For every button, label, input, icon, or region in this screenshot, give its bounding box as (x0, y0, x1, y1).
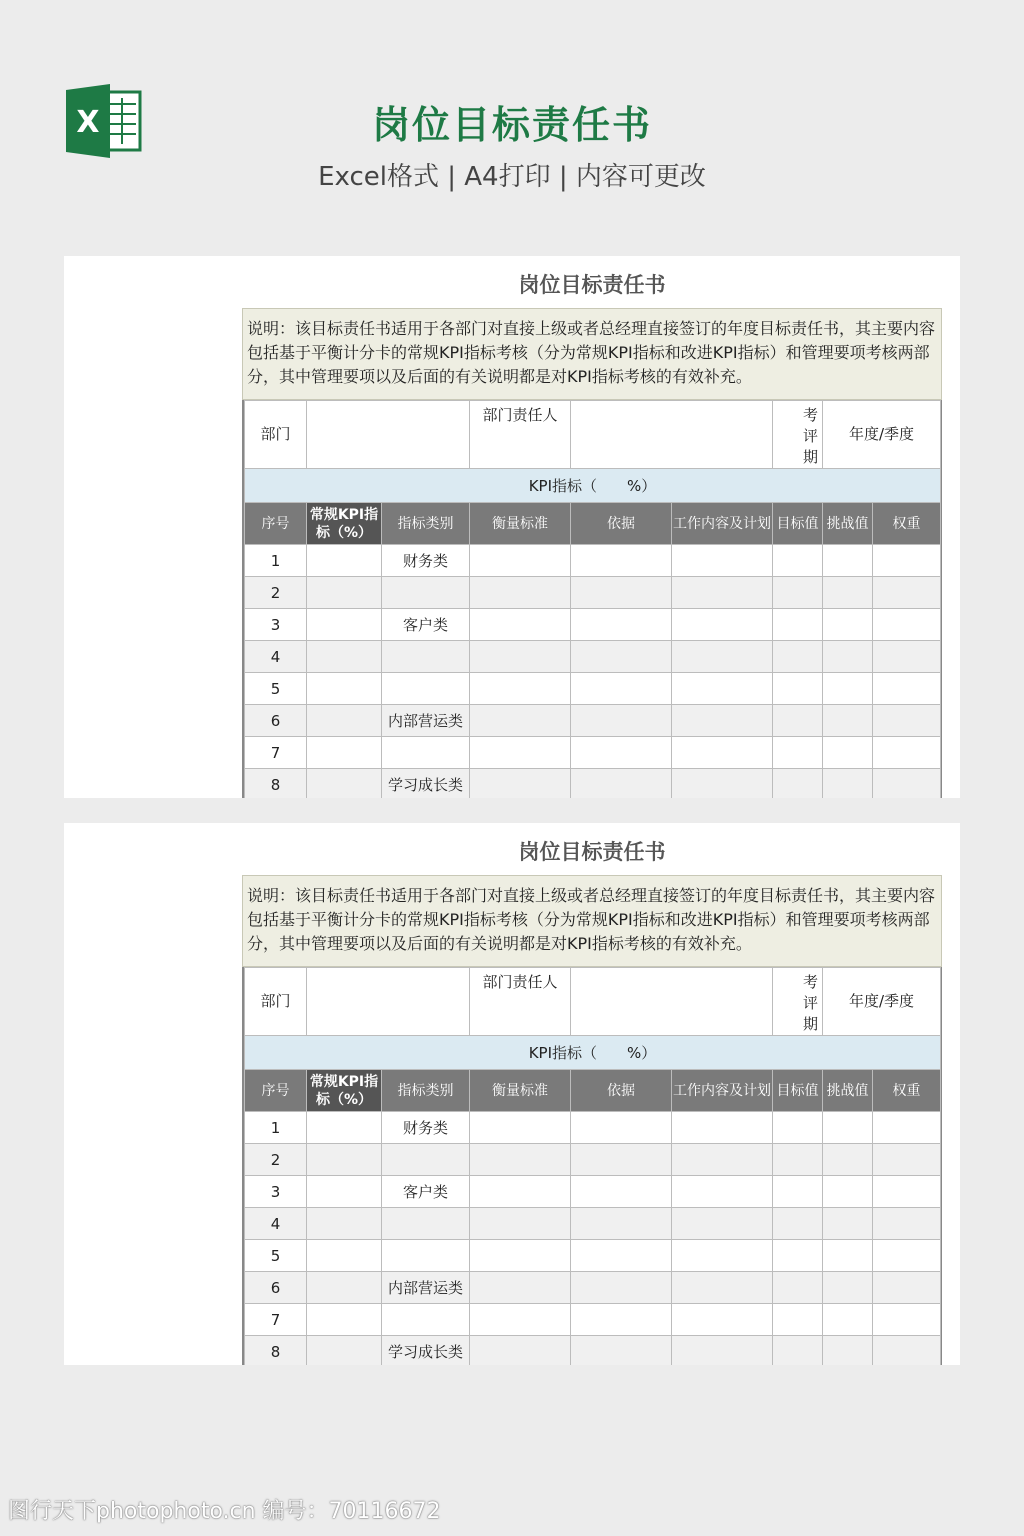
basis-cell[interactable] (571, 1240, 672, 1272)
basis-cell[interactable] (571, 1176, 672, 1208)
target-cell[interactable] (773, 769, 823, 799)
standard-cell[interactable] (470, 1272, 571, 1304)
target-cell[interactable] (773, 577, 823, 609)
row-number: 7 (245, 1304, 307, 1336)
table-row (245, 769, 941, 799)
standard-cell[interactable] (470, 737, 571, 769)
plan-cell[interactable] (672, 1176, 773, 1208)
plan-cell[interactable] (672, 769, 773, 799)
target-cell[interactable] (773, 1112, 823, 1144)
table-row (245, 1240, 941, 1272)
category-cell (382, 1144, 470, 1176)
kpi-cell[interactable] (307, 1304, 382, 1336)
row-number: 1 (245, 1112, 307, 1144)
challenge-cell[interactable] (823, 1176, 873, 1208)
table-row (245, 673, 941, 705)
standard-cell[interactable] (470, 1208, 571, 1240)
plan-cell[interactable] (672, 545, 773, 577)
column-header: 指标类别 (382, 1070, 470, 1112)
period-label: 考评期 (773, 401, 823, 469)
row-number: 3 (245, 1176, 307, 1208)
table-row (245, 1144, 941, 1176)
standard-cell[interactable] (470, 1112, 571, 1144)
kpi-cell[interactable] (307, 705, 382, 737)
category-cell (382, 1208, 470, 1240)
basis-cell[interactable] (571, 1272, 672, 1304)
weight-cell[interactable] (873, 1272, 941, 1304)
column-header: 常规KPI指标（%） (307, 1070, 382, 1112)
challenge-cell[interactable] (823, 737, 873, 769)
row-number: 5 (245, 673, 307, 705)
kpi-cell[interactable] (307, 673, 382, 705)
table-row (245, 1304, 941, 1336)
challenge-cell[interactable] (823, 1112, 873, 1144)
weight-cell[interactable] (873, 1304, 941, 1336)
sheet-title: 岗位目标责任书 (518, 840, 666, 864)
basis-cell[interactable] (571, 1336, 672, 1366)
table-row (245, 1176, 941, 1208)
period-label: 考评期 (773, 968, 823, 1036)
category-cell: 财务类 (382, 1112, 470, 1144)
weight-cell[interactable] (873, 737, 941, 769)
standard-cell[interactable] (470, 1336, 571, 1366)
standard-cell[interactable] (470, 1304, 571, 1336)
table-row (245, 705, 941, 737)
challenge-cell[interactable] (823, 705, 873, 737)
column-header: 工作内容及计划 (672, 1070, 773, 1112)
basis-cell[interactable] (571, 1112, 672, 1144)
table-row (245, 641, 941, 673)
challenge-cell[interactable] (823, 641, 873, 673)
standard-cell[interactable] (470, 641, 571, 673)
column-header: 序号 (245, 503, 307, 545)
sheet-title: 岗位目标责任书 (518, 273, 666, 297)
kpi-cell[interactable] (307, 1112, 382, 1144)
kpi-section-label: KPI指标（ %） (245, 469, 941, 503)
row-number: 4 (245, 641, 307, 673)
weight-cell[interactable] (873, 1208, 941, 1240)
target-cell[interactable] (773, 609, 823, 641)
category-cell: 内部营运类 (382, 1272, 470, 1304)
plan-cell[interactable] (672, 1272, 773, 1304)
watermark: 图行天下photophoto.cn 编号：70116672 (8, 1499, 441, 1524)
dept-label: 部门 (245, 968, 307, 1036)
challenge-cell[interactable] (823, 1144, 873, 1176)
row-number: 6 (245, 1272, 307, 1304)
column-header: 序号 (245, 1070, 307, 1112)
column-header: 依据 (571, 1070, 672, 1112)
target-cell[interactable] (773, 1336, 823, 1366)
category-cell: 财务类 (382, 545, 470, 577)
target-cell[interactable] (773, 545, 823, 577)
basis-cell[interactable] (571, 609, 672, 641)
plan-cell[interactable] (672, 1336, 773, 1366)
column-header: 衡量标准 (470, 503, 571, 545)
kpi-cell[interactable] (307, 1176, 382, 1208)
challenge-cell[interactable] (823, 609, 873, 641)
challenge-cell[interactable] (823, 769, 873, 799)
target-cell[interactable] (773, 705, 823, 737)
column-header: 目标值 (773, 503, 823, 545)
column-header: 工作内容及计划 (672, 503, 773, 545)
challenge-cell[interactable] (823, 577, 873, 609)
dept-value[interactable] (307, 401, 470, 469)
kpi-section-label: KPI指标（ %） (245, 1036, 941, 1070)
target-cell[interactable] (773, 1272, 823, 1304)
challenge-cell[interactable] (823, 1208, 873, 1240)
basis-cell[interactable] (571, 641, 672, 673)
kpi-cell[interactable] (307, 1240, 382, 1272)
weight-cell[interactable] (873, 705, 941, 737)
period-value: 年度/季度 (823, 968, 941, 1036)
weight-cell[interactable] (873, 1144, 941, 1176)
table-row (245, 1208, 941, 1240)
standard-cell[interactable] (470, 769, 571, 799)
table-row (245, 1336, 941, 1366)
row-number: 7 (245, 737, 307, 769)
column-header: 常规KPI指标（%） (307, 503, 382, 545)
plan-cell[interactable] (672, 577, 773, 609)
dept-label: 部门 (245, 401, 307, 469)
row-number: 2 (245, 1144, 307, 1176)
column-header: 挑战值 (823, 1070, 873, 1112)
kpi-cell[interactable] (307, 609, 382, 641)
row-number: 1 (245, 545, 307, 577)
plan-cell[interactable] (672, 705, 773, 737)
category-cell (382, 737, 470, 769)
table-row (245, 737, 941, 769)
category-cell: 学习成长类 (382, 1336, 470, 1366)
basis-cell[interactable] (571, 737, 672, 769)
kpi-cell[interactable] (307, 1144, 382, 1176)
target-cell[interactable] (773, 737, 823, 769)
weight-cell[interactable] (873, 1336, 941, 1366)
weight-cell[interactable] (873, 641, 941, 673)
category-cell: 学习成长类 (382, 769, 470, 799)
standard-cell[interactable] (470, 1176, 571, 1208)
plan-cell[interactable] (672, 1208, 773, 1240)
basis-cell[interactable] (571, 577, 672, 609)
column-header: 目标值 (773, 1070, 823, 1112)
kpi-cell[interactable] (307, 577, 382, 609)
row-number: 2 (245, 577, 307, 609)
target-cell[interactable] (773, 1176, 823, 1208)
standard-cell[interactable] (470, 609, 571, 641)
weight-cell[interactable] (873, 577, 941, 609)
category-cell: 内部营运类 (382, 705, 470, 737)
standard-cell[interactable] (470, 1144, 571, 1176)
category-cell: 客户类 (382, 609, 470, 641)
challenge-cell[interactable] (823, 1272, 873, 1304)
plan-cell[interactable] (672, 737, 773, 769)
basis-cell[interactable] (571, 673, 672, 705)
category-cell (382, 673, 470, 705)
column-header: 依据 (571, 503, 672, 545)
weight-cell[interactable] (873, 1176, 941, 1208)
period-value: 年度/季度 (823, 401, 941, 469)
weight-cell[interactable] (873, 673, 941, 705)
basis-cell[interactable] (571, 1144, 672, 1176)
target-cell[interactable] (773, 1304, 823, 1336)
sheet-card (64, 256, 960, 798)
challenge-cell[interactable] (823, 1336, 873, 1366)
challenge-cell[interactable] (823, 1240, 873, 1272)
row-number: 6 (245, 705, 307, 737)
table-row (245, 577, 941, 609)
responsible-label: 部门责任人 (470, 401, 571, 469)
row-number: 8 (245, 769, 307, 799)
dept-value[interactable] (307, 968, 470, 1036)
basis-cell[interactable] (571, 769, 672, 799)
basis-cell[interactable] (571, 1208, 672, 1240)
plan-cell[interactable] (672, 1112, 773, 1144)
kpi-cell[interactable] (307, 1272, 382, 1304)
weight-cell[interactable] (873, 1112, 941, 1144)
table-row (245, 1272, 941, 1304)
category-cell (382, 577, 470, 609)
target-cell[interactable] (773, 1208, 823, 1240)
row-number: 4 (245, 1208, 307, 1240)
weight-cell[interactable] (873, 609, 941, 641)
kpi-cell[interactable] (307, 545, 382, 577)
target-cell[interactable] (773, 1240, 823, 1272)
kpi-cell[interactable] (307, 1336, 382, 1366)
basis-cell[interactable] (571, 705, 672, 737)
kpi-cell[interactable] (307, 641, 382, 673)
responsible-value[interactable] (571, 968, 773, 1036)
category-cell (382, 1304, 470, 1336)
column-header: 挑战值 (823, 503, 873, 545)
responsible-value[interactable] (571, 401, 773, 469)
standard-cell[interactable] (470, 545, 571, 577)
description: 说明：该目标责任书适用于各部门对直接上级或者总经理直接签订的年度目标责任书，其主要内容包括基于平衡计分卡的常规KPI指标考核（分为常规KPI指标和改进KPI指标）和管理要项考核两部分，其中管理要项以及后面的有关说明都是对KPI指标考核的有效补充。 (242, 308, 942, 400)
table-row (245, 1112, 941, 1144)
plan-cell[interactable] (672, 1240, 773, 1272)
basis-cell[interactable] (571, 545, 672, 577)
weight-cell[interactable] (873, 545, 941, 577)
page-title: 岗位目标责任书 (371, 103, 652, 147)
plan-cell[interactable] (672, 1304, 773, 1336)
plan-cell[interactable] (672, 673, 773, 705)
column-header: 权重 (873, 503, 941, 545)
challenge-cell[interactable] (823, 1304, 873, 1336)
svg-text:X: X (76, 105, 100, 140)
category-cell: 客户类 (382, 1176, 470, 1208)
category-cell (382, 641, 470, 673)
plan-cell[interactable] (672, 609, 773, 641)
weight-cell[interactable] (873, 1240, 941, 1272)
plan-cell[interactable] (672, 1144, 773, 1176)
weight-cell[interactable] (873, 769, 941, 799)
table-row (245, 545, 941, 577)
description: 说明：该目标责任书适用于各部门对直接上级或者总经理直接签订的年度目标责任书，其主要内容包括基于平衡计分卡的常规KPI指标考核（分为常规KPI指标和改进KPI指标）和管理要项考核两部分，其中管理要项以及后面的有关说明都是对KPI指标考核的有效补充。 (242, 875, 942, 967)
standard-cell[interactable] (470, 673, 571, 705)
target-cell[interactable] (773, 641, 823, 673)
column-header: 权重 (873, 1070, 941, 1112)
page-subtitle: Excel格式 | A4打印 | 内容可更改 (318, 162, 706, 192)
column-header: 指标类别 (382, 503, 470, 545)
target-cell[interactable] (773, 673, 823, 705)
plan-cell[interactable] (672, 641, 773, 673)
row-number: 3 (245, 609, 307, 641)
standard-cell[interactable] (470, 705, 571, 737)
challenge-cell[interactable] (823, 673, 873, 705)
sheet-card (64, 823, 960, 1365)
standard-cell[interactable] (470, 577, 571, 609)
target-cell[interactable] (773, 1144, 823, 1176)
kpi-cell[interactable] (307, 737, 382, 769)
row-number: 8 (245, 1336, 307, 1366)
responsible-label: 部门责任人 (470, 968, 571, 1036)
challenge-cell[interactable] (823, 545, 873, 577)
kpi-cell[interactable] (307, 1208, 382, 1240)
row-number: 5 (245, 1240, 307, 1272)
standard-cell[interactable] (470, 1240, 571, 1272)
basis-cell[interactable] (571, 1304, 672, 1336)
table-row (245, 609, 941, 641)
category-cell (382, 1240, 470, 1272)
kpi-cell[interactable] (307, 769, 382, 799)
column-header: 衡量标准 (470, 1070, 571, 1112)
